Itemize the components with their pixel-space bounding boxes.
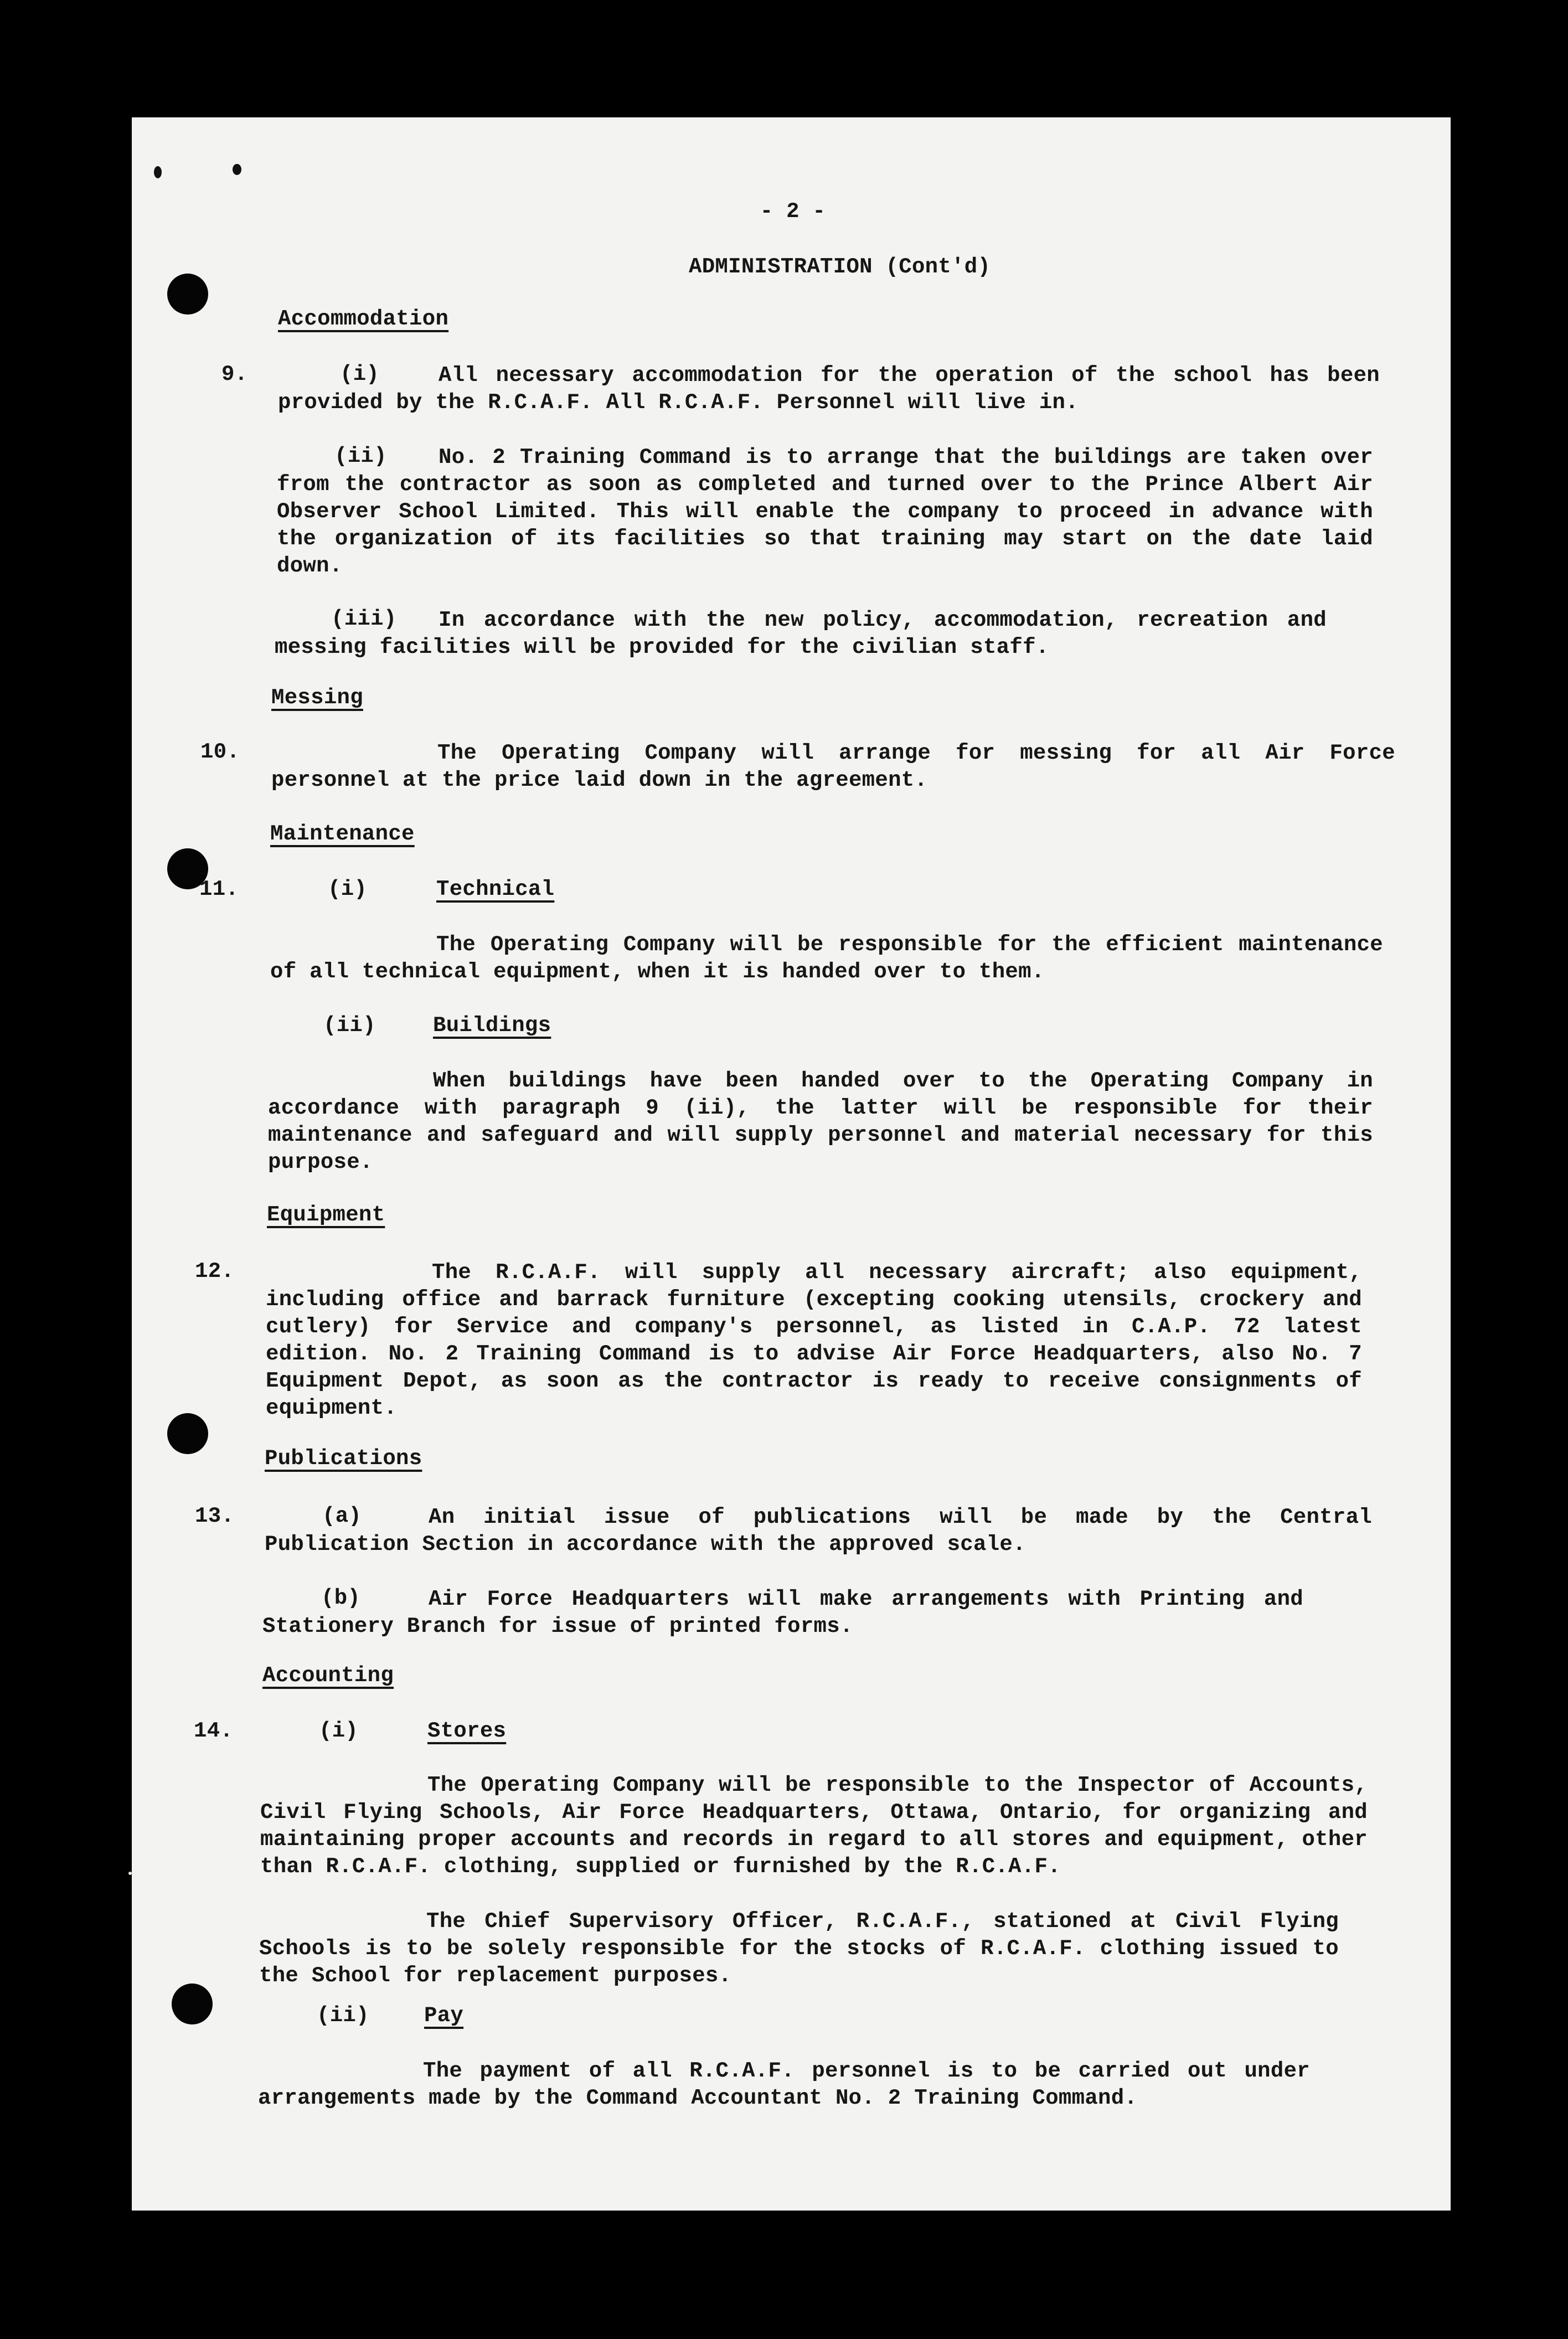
- paragraph-number: 14.: [194, 1719, 234, 1743]
- page-number: - 2 -: [760, 199, 826, 224]
- item-label: (i): [319, 1719, 359, 1743]
- paragraph-number: 13.: [195, 1504, 235, 1528]
- subheading-stores: Stores: [427, 1719, 507, 1743]
- item-text: No. 2 Training Command is to arrange that the buildings are taken over from the contractor as soon as completed and turned over to the Prince Albert Air Observer School Limited. This will enable the company to proceed in advance with the organization of its facilities so that training may start on the date laid down.: [277, 445, 1373, 578]
- item-label: (ii): [334, 444, 387, 468]
- heading-accounting: Accounting: [262, 1663, 394, 1688]
- item-label: (iii): [331, 607, 397, 631]
- section-title: ADMINISTRATION (Cont'd): [689, 255, 991, 279]
- paragraph-text: The Operating Company will arrange for messing for all Air Force personnel at the price laid down in the agreement.: [271, 741, 1395, 792]
- paragraph-text: The R.C.A.F. will supply all necessary aircraft; also equipment, including office and barrack furniture (excepting cooking utensils, crockery and cutlery) for Service and company's personnel, as listed in C.A.P. 72 latest edition. No. 2 Training Command is to advise Air Force Headquarters, also No. 7 Equipment Depot, as soon as the contractor is ready to receive consignments of equipment.: [266, 1260, 1362, 1420]
- paragraph-number: 9.: [221, 362, 248, 387]
- item-text: An initial issue of publications will be made by the Central Publication Section in accordance with the approved scale.: [265, 1505, 1372, 1557]
- item-label: (b): [321, 1586, 361, 1610]
- item-text-continued: The Chief Supervisory Officer, R.C.A.F., stationed at Civil Flying Schools is to be solely responsible for the stocks of R.C.A.F. clothing issued to the School for replacement purposes.: [259, 1909, 1339, 1988]
- item-label: (a): [322, 1504, 362, 1528]
- item-text: The Operating Company will be responsible to the Inspector of Accounts, Civil Flying Schools, Air Force Headquarters, Ottawa, Ontario, for organizing and maintaining proper accounts and records in regard to all stores and equipment, other than R.C.A.F. clothing, supplied or furnished by the R.C.A.F.: [260, 1773, 1368, 1879]
- heading-publications: Publications: [265, 1446, 422, 1471]
- item-text: Air Force Headquarters will make arrangements with Printing and Stationery Branch for issue of printed forms.: [262, 1587, 1303, 1639]
- heading-maintenance: Maintenance: [270, 822, 415, 846]
- subheading-buildings: Buildings: [433, 1013, 551, 1038]
- heading-accommodation: Accommodation: [278, 307, 449, 331]
- paragraph-number: 12.: [195, 1259, 235, 1284]
- item-label: (i): [340, 362, 380, 387]
- heading-equipment: Equipment: [267, 1203, 385, 1227]
- subheading-technical: Technical: [436, 877, 555, 901]
- item-text: The Operating Company will be responsible for the efficient maintenance of all technical equipment, when it is handed over to them.: [270, 932, 1383, 984]
- paragraph-number: 10.: [200, 740, 240, 764]
- heading-messing: Messing: [271, 686, 363, 710]
- item-text: In accordance with the new policy, accommodation, recreation and messing facilities will be provided for the civilian staff.: [275, 608, 1327, 660]
- paragraph-number: 11.: [199, 877, 239, 901]
- item-text: When buildings have been handed over to the Operating Company in accordance with paragraph 9 (ii), the latter will be responsible for their maintenance and safeguard and will supply personnel and material necessary for this purpose.: [268, 1069, 1373, 1174]
- item-label: (i): [328, 877, 368, 901]
- item-text: All necessary accommodation for the operation of the school has been provided by the R.C.A.F. All R.C.A.F. Personnel will live in.: [278, 363, 1380, 415]
- item-label: (ii): [323, 1013, 376, 1038]
- item-text: The payment of all R.C.A.F. personnel is to be carried out under arrangements made by the Command Accountant No. 2 Training Command.: [258, 2059, 1310, 2110]
- subheading-pay: Pay: [424, 2003, 464, 2028]
- item-label: (ii): [317, 2003, 369, 2028]
